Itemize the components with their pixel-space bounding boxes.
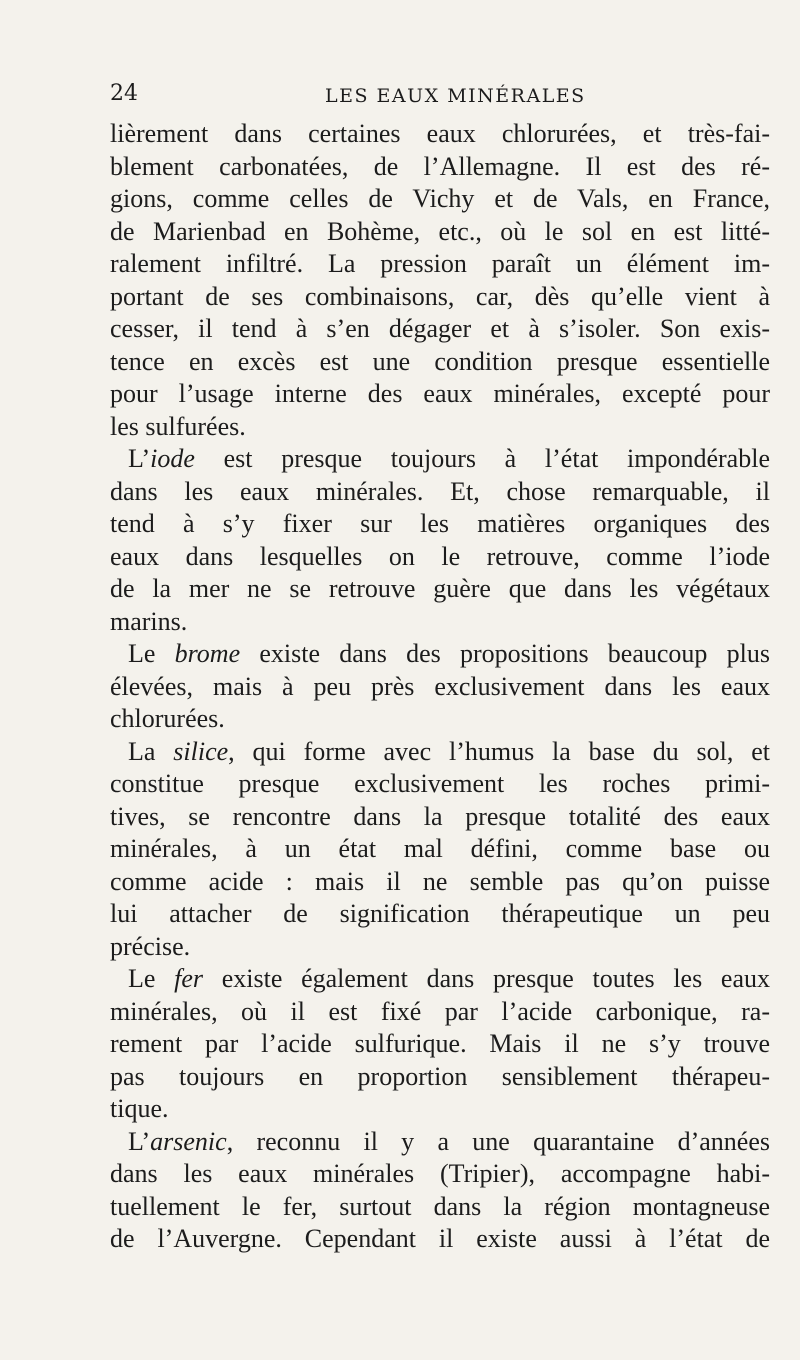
- text-line: ralement infiltré. La pression paraît un élément im-: [110, 249, 770, 278]
- text-line: les sulfurées.: [110, 411, 246, 441]
- line-text: , reconnu il y a une quarantaine d’années: [226, 1126, 770, 1156]
- element-term: arsenic: [150, 1126, 227, 1156]
- text-line: tend à s’y fixer sur les matières organiques des: [110, 509, 770, 538]
- text-line: blement carbonatées, de l’Allemagne. Il est des ré-: [110, 151, 770, 181]
- text-line: tique.: [110, 1094, 169, 1123]
- element-term: silice: [173, 736, 229, 766]
- paragraph-first-line: [110, 443, 770, 476]
- text-line: tuellement le fer, surtout dans la région montagneuse: [110, 1191, 770, 1221]
- text-line: de Marienbad en Bohème, etc., où le sol en est litté-: [110, 216, 770, 246]
- text-line: rement par l’acide sulfurique. Mais il ne s’y trouve: [110, 1029, 770, 1058]
- element-term: iode: [150, 444, 195, 473]
- text-line: gions, comme celles de Vichy et de Vals, en France,: [110, 184, 770, 213]
- text-line: minérales, à un état mal défini, comme base ou: [110, 834, 770, 863]
- text-line: portant de ses combinaisons, car, dès qu’elle vient à: [110, 281, 770, 311]
- text-line: marins.: [110, 606, 188, 636]
- text-line: chlorurées.: [110, 704, 225, 733]
- term-prefix: L’: [128, 444, 151, 473]
- text-line: tives, se rencontre dans la presque totalité des eaux: [110, 801, 770, 831]
- text-line: comme acide : mais il ne semble pas qu’on puisse: [110, 866, 770, 896]
- paragraph-first-line: [110, 963, 770, 996]
- text-line: constitue presque exclusivement les roches primi-: [110, 769, 770, 798]
- running-title: LES EAUX MINÉRALES: [325, 85, 586, 107]
- text-line: de l’Auvergne. Cependant il existe aussi à l’état de: [110, 1224, 770, 1253]
- text-line: cesser, il tend à s’en dégager et à s’isoler. Son exis-: [110, 314, 770, 343]
- text-line: élevées, mais à peu près exclusivement dans les eaux: [110, 671, 770, 701]
- line-text: , qui forme avec l’humus la base du sol, et: [228, 736, 770, 766]
- text-line: lièrement dans certaines eaux chlorurées, et très-fai-: [110, 119, 770, 148]
- body-text: [110, 118, 770, 1256]
- line-text: existe dans des propositions beaucoup plus: [240, 639, 770, 668]
- text-line: eaux dans lesquelles on le retrouve, comme l’iode: [110, 541, 770, 571]
- text-line: pas toujours en proportion sensiblement thérapeu-: [110, 1061, 770, 1091]
- element-term: fer: [174, 964, 204, 993]
- paragraph-first-line: [110, 1126, 770, 1159]
- paragraph-first-line: [110, 638, 770, 671]
- page-header: [110, 80, 770, 108]
- text-line: pour l’usage interne des eaux minérales, excepté pour: [110, 379, 770, 408]
- line-text: existe également dans presque toutes les eaux: [203, 964, 770, 993]
- term-prefix: Le: [128, 964, 175, 993]
- text-line: dans les eaux minérales (Tripier), accompagne habi-: [110, 1159, 770, 1188]
- term-prefix: La: [128, 736, 174, 766]
- paragraph-first-line: [110, 736, 770, 769]
- line-text: est presque toujours à l’état impondérable: [194, 444, 770, 473]
- text-line: dans les eaux minérales. Et, chose remarquable, il: [110, 476, 770, 506]
- text-line: lui attacher de signification thérapeutique un peu: [110, 899, 770, 928]
- text-line: précise.: [110, 931, 191, 961]
- page-number: 24: [110, 81, 138, 106]
- element-term: brome: [174, 639, 241, 668]
- text-line: tence en excès est une condition presque essentielle: [110, 346, 770, 376]
- term-prefix: L’: [128, 1126, 151, 1156]
- text-line: de la mer ne se retrouve guère que dans les végétaux: [110, 574, 770, 603]
- text-line: minérales, où il est fixé par l’acide carbonique, ra-: [110, 996, 770, 1026]
- term-prefix: Le: [128, 639, 175, 668]
